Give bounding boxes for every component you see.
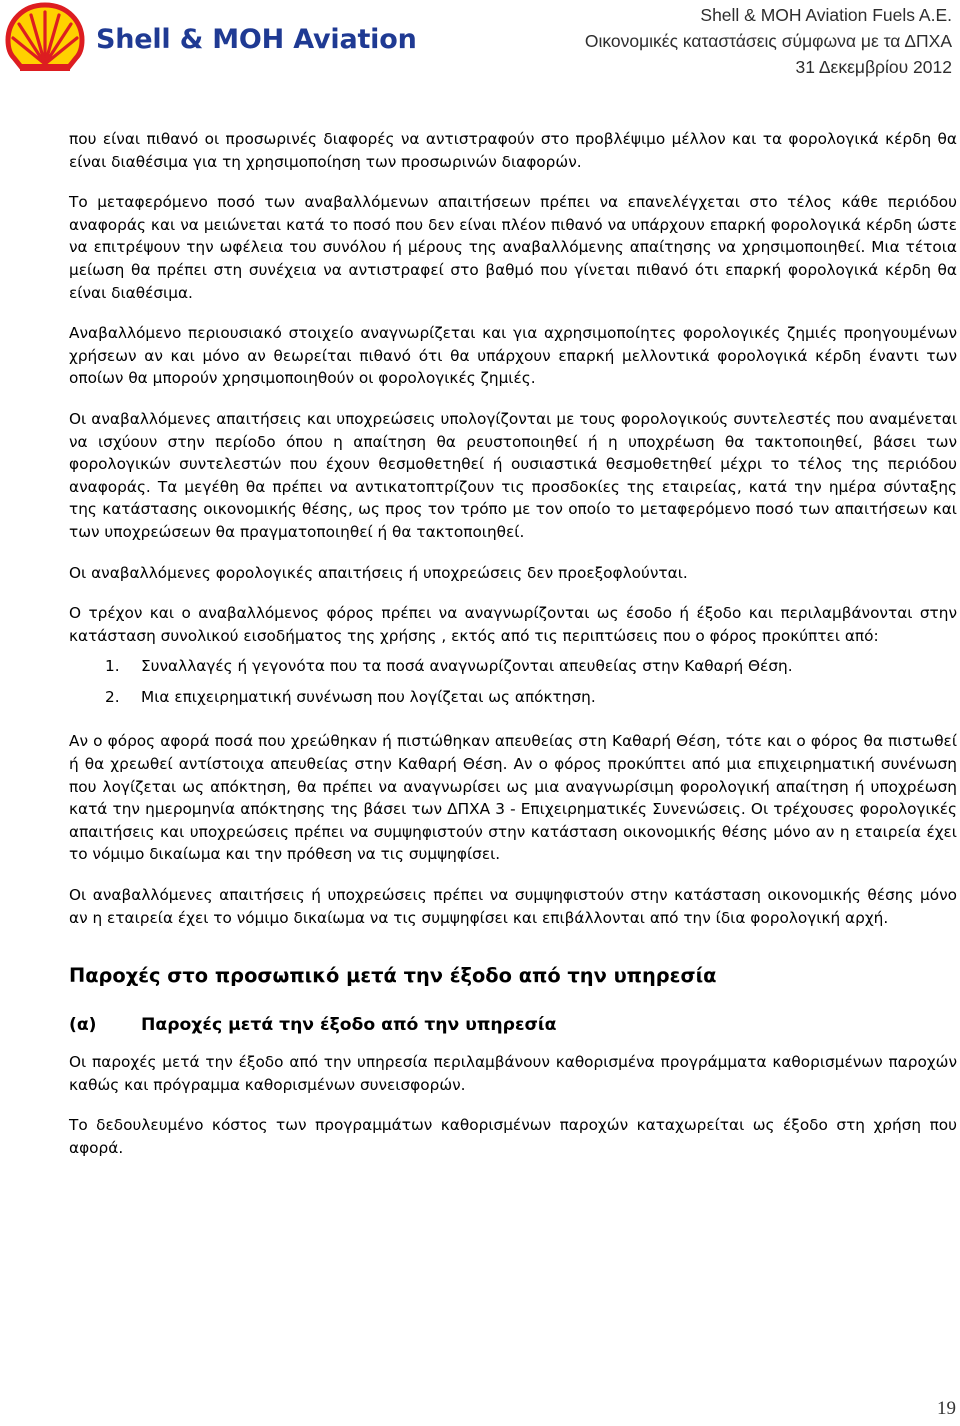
paragraph: Οι αναβαλλόμενες απαιτήσεις και υποχρεώσεις υπολογίζονται με τους φορολογικούς συντελεστές που αναμένεται να ισχύουν στην περίοδο όπου η απαίτηση θα ρευστοποιηθεί ή η υποχρέωση θα τακτοποιηθεί, βάσει των φορολογικών συντελεστών που έχουν θεσμοθετηθεί ή ουσιαστικά θεσμοθετηθεί μέχρι το τέλος της περιόδου αναφοράς. Τα μεγέθη θα πρέπει να αντικατοπτρίζουν τις προσδοκίες της εταιρείας, κατά την ημέρα σύνταξης της κατάστασης οικονομικής θέσης, ως προς τον τρόπο με τον οποίο το μεταφερόμενο ποσό των απαιτήσεων και των υποχρεώσεων θα πραγματοποιηθεί ή θα τακτοποιηθεί. (69, 409, 957, 541)
report-date: 31 Δεκεμβρίου 2012 (795, 57, 952, 77)
paragraph: που είναι πιθανό οι προσωρινές διαφορές να αντιστραφούν στο προβλέψιμο μέλλον και τα φορολογικά κέρδη θα είναι διαθέσιμα για τη χρησιμοποίηση των προσωρινών διαφορών. (69, 130, 957, 171)
list-item-text: Συναλλαγές ή γεγονότα που τα ποσά αναγνωρίζονται απευθείας στην Καθαρή Θέση. (141, 657, 793, 676)
header-info (585, 2, 952, 80)
document-body (69, 128, 957, 1160)
brand-name: Shell & MOH Aviation (96, 24, 417, 55)
subsection-number: (α) (69, 1015, 97, 1036)
subsection-heading (69, 1013, 957, 1037)
list-item (69, 655, 957, 678)
list-item-number: 1. (105, 657, 120, 676)
paragraph: Αν ο φόρος αφορά ποσά που χρεώθηκαν ή πιστώθηκαν απευθείας στη Καθαρή Θέση, τότε και ο φόρος θα πιστωθεί ή θα χρεωθεί αντίστοιχα απευθείας στην Καθαρή Θέση. Αν ο φόρος προκύπτει από μια επιχειρηματική συνένωση που λογίζεται ως απόκτηση, θα πρέπει να αναγνωρίσει ως μια αναγνωρίσιμη φορολογική απαίτηση ή υποχρέωση κατά την ημερομηνία απόκτησης της βάσει των ΔΠΧΑ 3 - Επιχειρηματικές Συνενώσεις. Οι τρέχουσες φορολογικές απαιτήσεις και υποχρεώσεις πρέπει να συμψηφιστούν στην κατάσταση οικονομικής θέσης μόνο αν η εταιρεία έχει το νόμιμο δικαίωμα και την πρόθεση να τις συμψηφίσει. (69, 732, 957, 864)
report-title: Οικονομικές καταστάσεις σύμφωνα με τα ΔΠΧΑ (584, 31, 952, 51)
numbered-list (69, 655, 957, 708)
paragraph: Οι παροχές μετά την έξοδο από την υπηρεσία περιλαμβάνουν καθορισμένα προγράμματα καθορισμένων παροχών καθώς και πρόγραμμα καθορισμένων συνεισφορών. (69, 1053, 957, 1094)
page-number: 19 (937, 1398, 956, 1419)
company-name: Shell & MOH Aviation Fuels A.E. (700, 5, 952, 25)
list-item-number: 2. (105, 687, 120, 706)
section-heading: Παροχές στο προσωπικό μετά την έξοδο από την υπηρεσία (69, 964, 717, 988)
list-item-text: Μια επιχειρηματική συνένωση που λογίζεται ως απόκτηση. (141, 687, 596, 706)
paragraph: Ο τρέχον και ο αναβαλλόμενος φόρος πρέπει να αναγνωρίζονται ως έσοδο ή έξοδο και περιλαμβάνονται στην κατάσταση συνολικού εισοδήματος της χρήσης , εκτός από τις περιπτώσεις που ο φόρος προκύπτει από: (69, 604, 957, 645)
paragraph: Το μεταφερόμενο ποσό των αναβαλλόμενων απαιτήσεων πρέπει να επανελέγχεται στο τέλος κάθε περιόδου αναφοράς και να μειώνεται κατά το ποσό που δεν είναι πλέον πιθανό να υπάρχουν επαρκή φορολογικά κέρδη ώστε να επιτρέψουν την ωφέλεια του συνόλου ή μέρους της αναβαλλόμενης απαίτησης να χρησιμοποιηθεί. Μια τέτοια μείωση θα πρέπει στη συνέχεια να αντιστραφεί στο βαθμό που γίνεται πιθανό ότι επαρκή φορολογικά κέρδη θα είναι διαθέσιμα. (69, 193, 957, 302)
paragraph: Αναβαλλόμενο περιουσιακό στοιχείο αναγνωρίζεται και για αχρησιμοποίητες φορολογικές ζημιές προηγουμένων χρήσεων αν και μόνο αν θεωρείται πιθανό ότι θα υπάρχουν επαρκή μελλοντικά φορολογικά κέρδη έναντι των οποίων θα μπορούν χρησιμοποιηθούν οι φορολογικές ζημιές. (69, 324, 957, 388)
paragraph: Οι αναβαλλόμενες απαιτήσεις ή υποχρεώσεις πρέπει να συμψηφιστούν στην κατάσταση οικονομικής θέσης μόνο αν η εταιρεία έχει το νόμιμο δικαίωμα να τις συμψηφίσει και επιβάλλονται από την ίδια φορολογική αρχή. (69, 886, 957, 927)
paragraph: Το δεδουλευμένο κόστος των προγραμμάτων καθορισμένων παροχών καταχωρείται ως έξοδο στη χρήση που αφορά. (69, 1116, 957, 1157)
subsection-title: Παροχές μετά την έξοδο από την υπηρεσία (141, 1015, 557, 1036)
shell-logo (4, 2, 86, 74)
paragraph: Οι αναβαλλόμενες φορολογικές απαιτήσεις ή υποχρεώσεις δεν προεξοφλούνται. (69, 563, 688, 582)
list-item (69, 686, 957, 709)
